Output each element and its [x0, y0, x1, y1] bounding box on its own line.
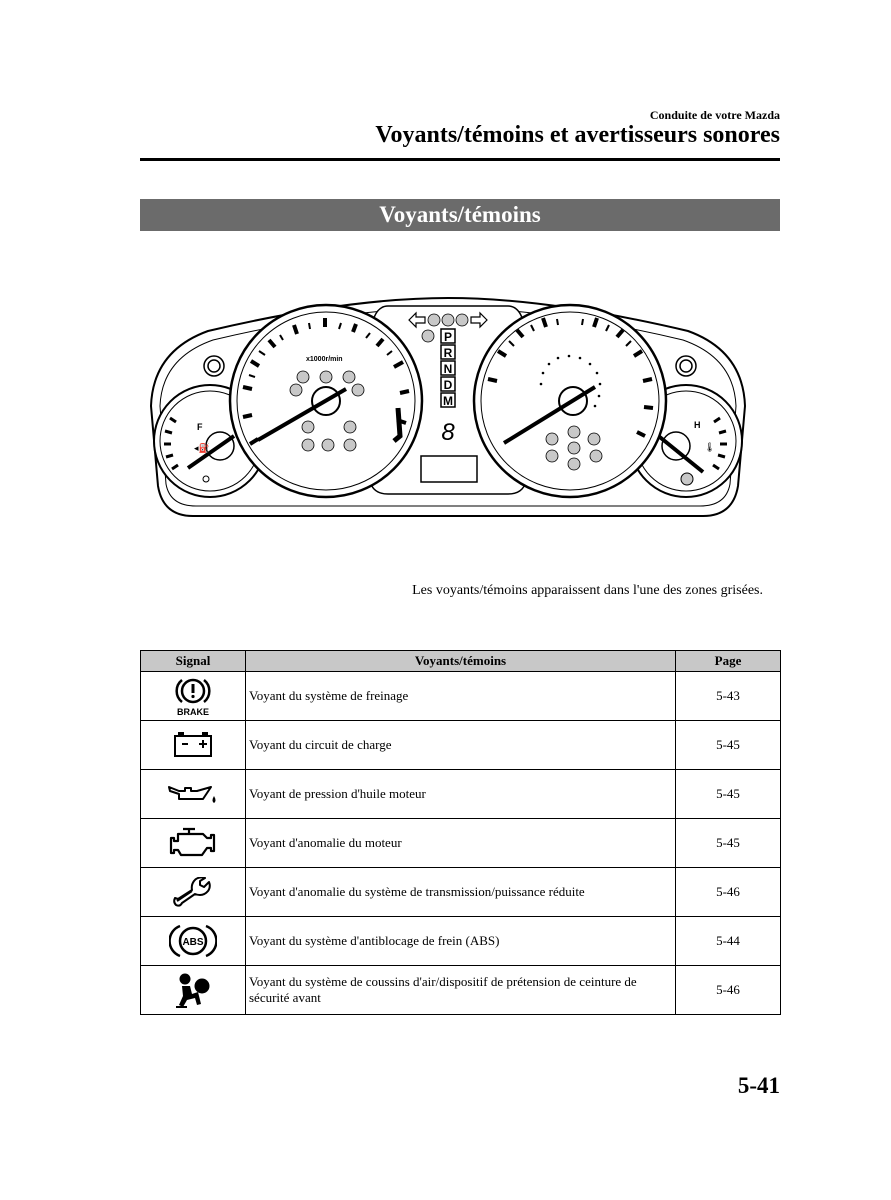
odometer-display: [421, 456, 477, 482]
temp-label: H: [694, 420, 701, 430]
wrench-icon: [171, 877, 215, 907]
title-rule: [140, 158, 780, 161]
oil-pressure-icon: [167, 779, 219, 809]
fuel-pump-icon: ◂⛽: [194, 444, 210, 454]
warning-lights-table: [140, 650, 781, 1015]
airbag-icon: [173, 972, 213, 1008]
row-page: 5-43: [676, 672, 781, 721]
abs-icon-text: ABS: [182, 937, 204, 948]
table-row: [141, 770, 781, 819]
table-row: [141, 672, 781, 721]
table-row: [141, 868, 781, 917]
row-page: 5-45: [676, 770, 781, 819]
row-description: Voyant du système de coussins d'air/dispositif de prétension de ceinture de sécurité avant: [246, 966, 676, 1015]
instrument-cluster-illustration: [148, 296, 748, 522]
table-header-row: [141, 651, 781, 672]
gear-position-indicator: [441, 329, 455, 446]
table-row: [141, 721, 781, 770]
row-page: 5-44: [676, 917, 781, 966]
row-page: 5-46: [676, 868, 781, 917]
header-signal: Signal: [141, 651, 246, 672]
row-description: Voyant d'anomalie du moteur: [246, 819, 676, 868]
table-row: [141, 819, 781, 868]
fuel-label: F: [197, 422, 203, 432]
header-page: Page: [676, 651, 781, 672]
page-title: Voyants/témoins et avertisseurs sonores: [375, 122, 780, 148]
row-page: 5-46: [676, 966, 781, 1015]
tach-unit-label: x1000r/min: [306, 356, 343, 363]
gear-r: R: [443, 346, 453, 360]
chapter-heading: Conduite de votre Mazda: [649, 108, 780, 122]
row-page: 5-45: [676, 819, 781, 868]
gear-p: P: [443, 330, 453, 344]
figure-caption: Les voyants/témoins apparaissent dans l'une des zones grisées.: [412, 583, 763, 598]
table-row: [141, 966, 781, 1015]
gear-d: D: [443, 378, 453, 392]
coolant-temp-icon: 🌡: [704, 443, 716, 453]
tachometer: [230, 305, 422, 497]
check-engine-icon: [169, 826, 217, 860]
page-number: 5-41: [737, 1073, 780, 1098]
row-description: Voyant du système de freinage: [246, 672, 676, 721]
gear-m: M: [443, 394, 453, 408]
speedometer: [474, 305, 666, 497]
row-description: Voyant d'anomalie du système de transmission/puissance réduite: [246, 868, 676, 917]
battery-charge-icon: [171, 730, 215, 760]
section-banner: Voyants/témoins: [140, 199, 780, 231]
gear-n: N: [443, 362, 453, 376]
row-page: 5-45: [676, 721, 781, 770]
gear-digit: 8: [441, 419, 455, 446]
abs-icon: [169, 922, 217, 960]
row-description: Voyant du système d'antiblocage de frein (ABS): [246, 917, 676, 966]
header-description: Voyants/témoins: [246, 651, 676, 672]
row-description: Voyant de pression d'huile moteur: [246, 770, 676, 819]
row-description: Voyant du circuit de charge: [246, 721, 676, 770]
brake-icon-text: BRAKE: [176, 707, 210, 717]
brake-warning-icon: [169, 675, 217, 717]
table-row: [141, 917, 781, 966]
